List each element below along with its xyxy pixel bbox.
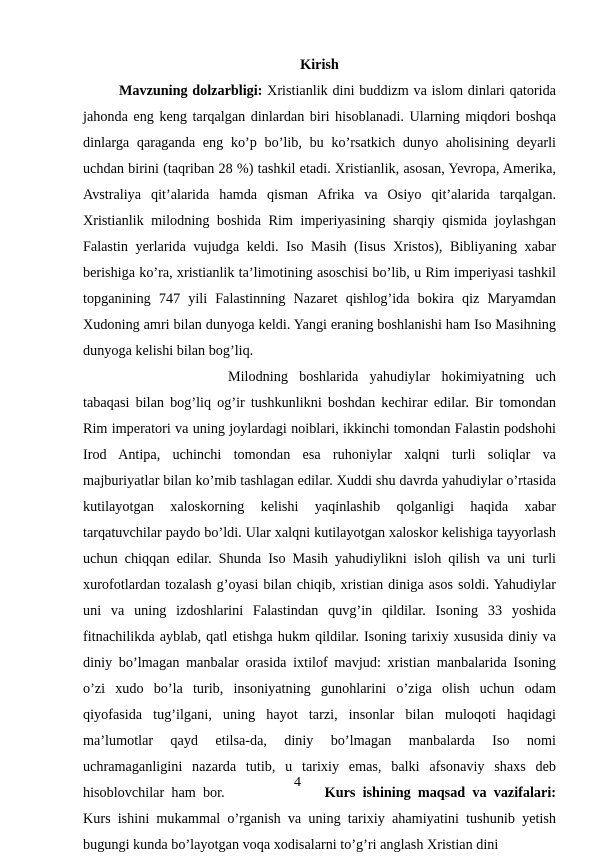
page-number: 4 xyxy=(294,775,301,790)
goals-text: Kurs ishini mukammal o’rganish va uning tarixiy ahamiyatini tushunib yetish bugungi kunda bo’layotgan voqa xodisalarni to’g’ri anglash Xristian dini xyxy=(83,811,556,853)
history-text: Milodning boshlarida yahudiylar hokimiyatning uch tabaqasi bilan bog’liq og’ir tushkunlikni boshdan kechirar edilar. Bir tomondan Rim imperatori va uning joylardagi noiblari, ikkinchi tomondan Falastin podshohi Irod Antipa, uchinchi tomondan esa ruhoniylar xalqni turli soliqlar va majburiyatlar bilan ko’mib tashlagan edilar. Xuddi shu davrda yahudiylar o’rtasida kutilayotgan xaloskorning kelishi yaqinlashib qolganligi haqida xabar tarqatuvchilar paydo bo’ldi. Ular xalqni kutilayotgan xaloskor kelishiga tayyorlash uchun chiqqan edilar. Shunda Iso Masih yahudiylikni isloh qilish va uni turli xurofotlardan tozalash g’oyasi bilan chiqib, xristian diniga asos soldi. Yahudiylar uni va uning izdoshlarini Falastindan quvg’in qildilar. Isoning 33 yoshida fitnachilikda ayblab, qatl etishga hukm qildilar. Isoning tarixiy xususida diniy va diniy bo’lmagan manbalar orasida ixtilof mavjud: xristian manbalarida Isoning o’zi xudo bo’la turib, insoniyatning gunohlarini o’ziga olish uchun odam qiyofasida tug’ilgani, uning hayot tarzi, insonlar bilan muloqoti haqidagi ma’lumotlar qayd etilsa-da, diniy bo’lmagan manbalarda Iso nomi uchramaganligini nazarda tutib, u tarixiy emas, balki afsonaviy shaxs deb hisoblovchilar ham bor. xyxy=(83,369,556,801)
paragraph-relevance xyxy=(83,78,556,364)
goals-heading: Kurs ishining maqsad va vazifalari: xyxy=(324,785,556,801)
relevance-heading: Mavzuning dolzarbligi: xyxy=(119,83,263,99)
document-page xyxy=(83,52,556,858)
page-title: Kirish xyxy=(300,57,339,73)
relevance-text: Xristianlik dini buddizm va islom dinlari qatorida jahonda eng keng tarqalgan dinlardan biri hisoblanadi. Ularning miqdori boshqa dinlarga qaraganda eng ko’p bo’lib, bu ko’rsatkich dunyo aholisining deyarli uchdan birini (taqriban 28 %) tashkil etadi. Xristianlik, asosan, Yevropa, Amerika, Avstraliya qit’alarida hamda qisman Afrika va Osiyo qit’alarida tarqalgan. Xristianlik milodning boshida Rim imperiyasining sharqiy qismida joylashgan Falastin yerlarida vujudga keldi. Iso Masih (Iisus Xristos), Bibliyaning xabar berishiga ko’ra, xristianlik ta’limotining asoschisi bo’lib, u Rim imperiyasi tashkil topganining 747 yili Falastinning Nazaret qishlog’ida bokira qiz Maryamdan Xudoning amri bilan dunyoga keldi. Yangi eraning boshlanishi ham Iso Masihning dunyoga kelishi bilan bog’liq. xyxy=(83,83,556,359)
